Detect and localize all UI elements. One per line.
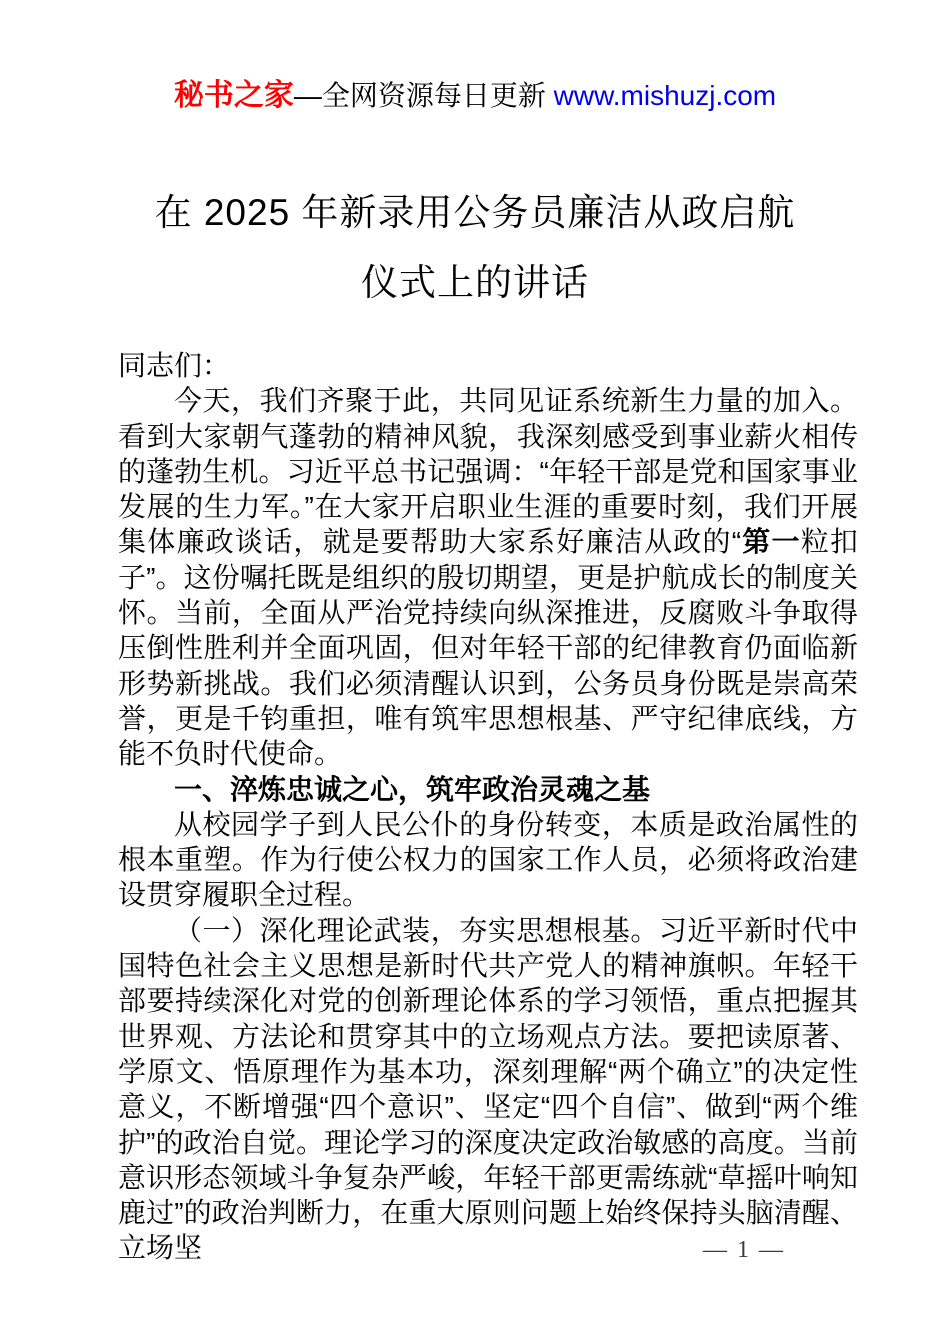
paragraph-1 <box>118 383 858 771</box>
paragraph-1-text: 今天，我们齐聚于此，共同见证系统新生力量的加入。看到大家朝气蓬勃的精神风貌，我深刻感受到事业薪火相传的蓬勃生机。习近平总书记强调：“年轻干部是党和国家事业发展的生力军。”在大家开启职业生涯的重要时刻，我们开展集体廉政谈话，就是要帮助大家系好廉洁从政的“ <box>118 385 858 558</box>
page-number: — 1 — <box>703 1237 785 1263</box>
title-line-2: 仪式上的讲话 <box>361 262 589 303</box>
paragraph-3: （一）深化理论武装，夯实思想根基。习近平新时代中国特色社会主义思想是新时代共产党人的精神旗帜。年轻干部要持续深化对党的创新理论体系的学习领悟，重点把握其世界观、方法论和贯穿其中的立场观点方法。要把读原著、学原文、悟原理作为基本功，深刻理解“两个确立”的决定性意义，不断增强“四个意识”、坚定“四个自信”、做到“两个维护”的政治自觉。理论学习的深度决定政治敏感的高度。当前意识形态领域斗争复杂严峻，年轻干部更需练就“草摇叶响知鹿过”的政治判断力，在重大原则问题上始终保持头脑清醒、立场坚 <box>118 914 858 1264</box>
salutation: 同志们： <box>118 350 231 381</box>
site-tagline: —全网资源每日更新 <box>293 80 554 111</box>
site-header <box>0 80 950 112</box>
section-heading-1: 一、淬炼忠诚之心，筑牢政治灵魂之基 <box>174 773 651 805</box>
paragraph-1-text-cont: 粒扣子”。这份嘱托既是组织的殷切期望，更是护航成长的制度关怀。当前，全面从严治党持续向纵深推进，反腐败斗争取得压倒性胜利并全面巩固，但对年轻干部的纪律教育仍面临新形势新挑战。我们必须清醒认识到，公务员身份既是崇高荣誉，更是千钧重担，唯有筑牢思想根基、严守纪律底线，方能不负时代使命。 <box>118 526 858 770</box>
paragraph-1-bold-phrase: 第一 <box>741 526 801 558</box>
site-brand: 秘书之家 <box>173 79 294 112</box>
document-title <box>0 178 950 318</box>
site-url-link[interactable]: www.mishuzj.com <box>553 80 777 111</box>
document-body <box>118 348 858 1266</box>
paragraph-2: 从校园学子到人民公仆的身份转变，本质是政治属性的根本重塑。作为行使公权力的国家工作人员，必须将政治建设贯穿履职全过程。 <box>118 808 858 911</box>
title-line-1: 在 2025 年新录用公务员廉洁从政启航 <box>154 192 796 233</box>
